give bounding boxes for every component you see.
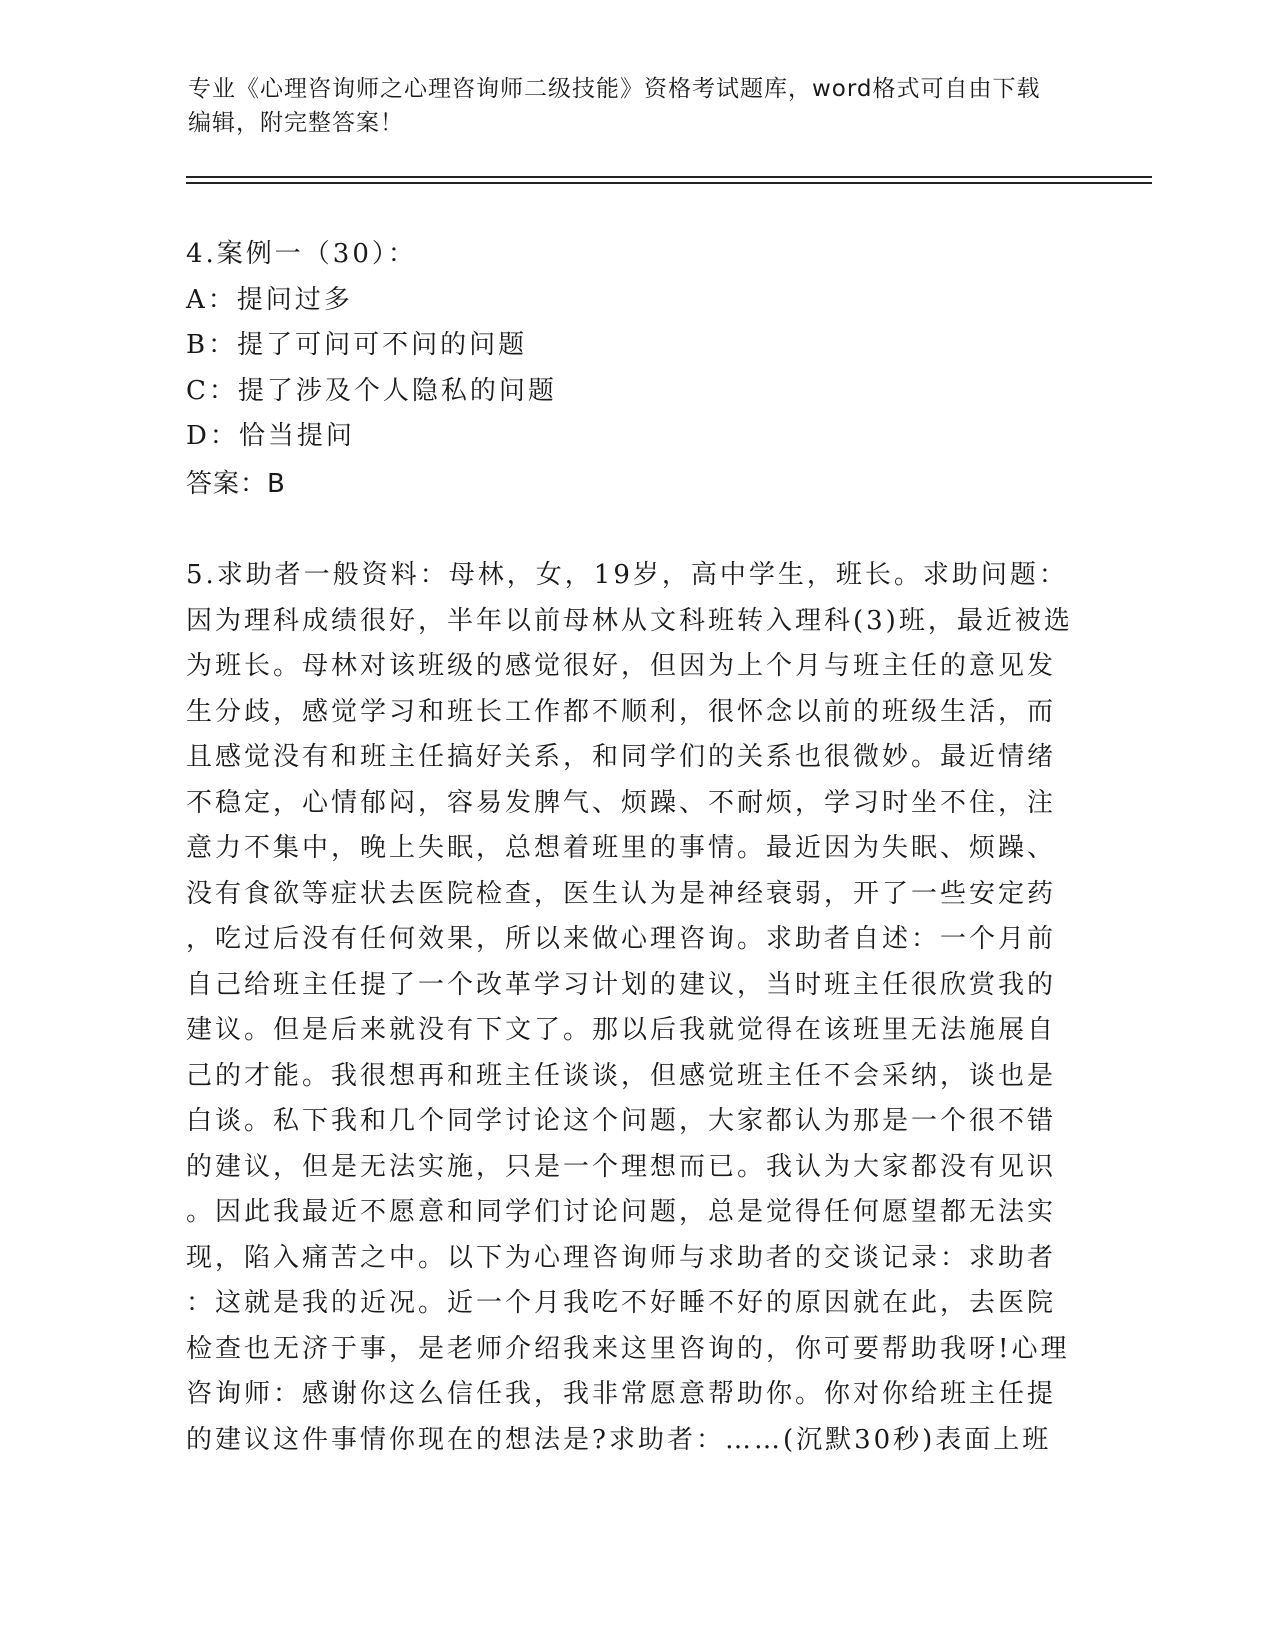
- question-5-line: 自己给班主任提了一个改革学习计划的建议，当时班主任很欣赏我的: [186, 969, 1057, 1000]
- question-5-line: 5.求助者一般资料：母林，女，19岁，高中学生，班长。求助问题：: [186, 560, 1068, 590]
- question-5-line: 且感觉没有和班主任搞好关系，和同学们的关系也很微妙。最近情绪: [186, 742, 1057, 772]
- header-line-1: 专业《心理咨询师之心理咨询师二级技能》资格考试题库，word格式可自由下载: [188, 76, 1041, 102]
- question-4-title: 4.案例一（30）：: [186, 239, 417, 269]
- header-divider-bottom: [186, 182, 1152, 184]
- option-c: C：提了涉及个人隐私的问题: [186, 375, 557, 406]
- question-5-line: 为班长。母林对该班级的感觉很好，但因为上个月与班主任的意见发: [186, 651, 1057, 681]
- question-5-line: 己的才能。我很想再和班主任谈谈，但感觉班主任不会采纳，谈也是: [186, 1060, 1057, 1091]
- question-5-line: 建议。但是后来就没有下文了。那以后我就觉得在该班里无法施展自: [186, 1015, 1057, 1045]
- question-5-line: 生分歧，感觉学习和班长工作都不顺利，很怀念以前的班级生活，而: [186, 696, 1057, 727]
- question-5-line: 现，陷入痛苦之中。以下为心理咨询师与求助者的交谈记录：求助者: [186, 1242, 1057, 1273]
- question-5-line: 检查也无济于事，是老师介绍我来这里咨询的，你可要帮助我呀!心理: [186, 1333, 1070, 1364]
- question-5-line: 因为理科成绩很好，半年以前母林从文科班转入理科(3)班，最近被选: [186, 605, 1073, 636]
- question-5: [186, 553, 1086, 1463]
- header-line-2: 编辑，附完整答案！: [188, 110, 404, 136]
- question-4-answer: 答案：B: [186, 468, 286, 499]
- question-5-line: ，吃过后没有任何效果，所以来做心理咨询。求助者自述：一个月前: [186, 924, 1057, 954]
- option-b: B：提了可问可不问的问题: [186, 330, 528, 360]
- option-a: A：提问过多: [186, 284, 353, 315]
- question-5-line: 白谈。私下我和几个同学讨论这个问题，大家都认为那是一个很不错: [186, 1106, 1057, 1136]
- question-5-line: 没有食欲等症状去医院检查，医生认为是神经衰弱，开了一些安定药: [186, 878, 1057, 909]
- question-4: [186, 232, 1086, 507]
- question-5-line: 。因此我最近不愿意和同学们讨论问题，总是觉得任何愿望都无法实: [186, 1197, 1057, 1227]
- question-5-line: 意力不集中，晚上失眠，总想着班里的事情。最近因为失眠、烦躁、: [186, 833, 1057, 863]
- question-5-line: 的建议这件事情你现在的想法是?求助者：……(沉默30秒)表面上班: [186, 1424, 1052, 1455]
- question-5-line: ：这就是我的近况。近一个月我吃不好睡不好的原因就在此，去医院: [186, 1288, 1057, 1318]
- question-5-line: 咨询师：感谢你这么信任我，我非常愿意帮助你。你对你给班主任提: [186, 1379, 1057, 1409]
- header-divider-top: [186, 176, 1152, 178]
- question-5-line: 不稳定，心情郁闷，容易发脾气、烦躁、不耐烦，学习时坐不住，注: [186, 787, 1057, 818]
- document-header: [188, 72, 1068, 140]
- option-d: D：恰当提问: [186, 421, 355, 451]
- question-5-line: 的建议，但是无法实施，只是一个理想而已。我认为大家都没有见识: [186, 1151, 1057, 1182]
